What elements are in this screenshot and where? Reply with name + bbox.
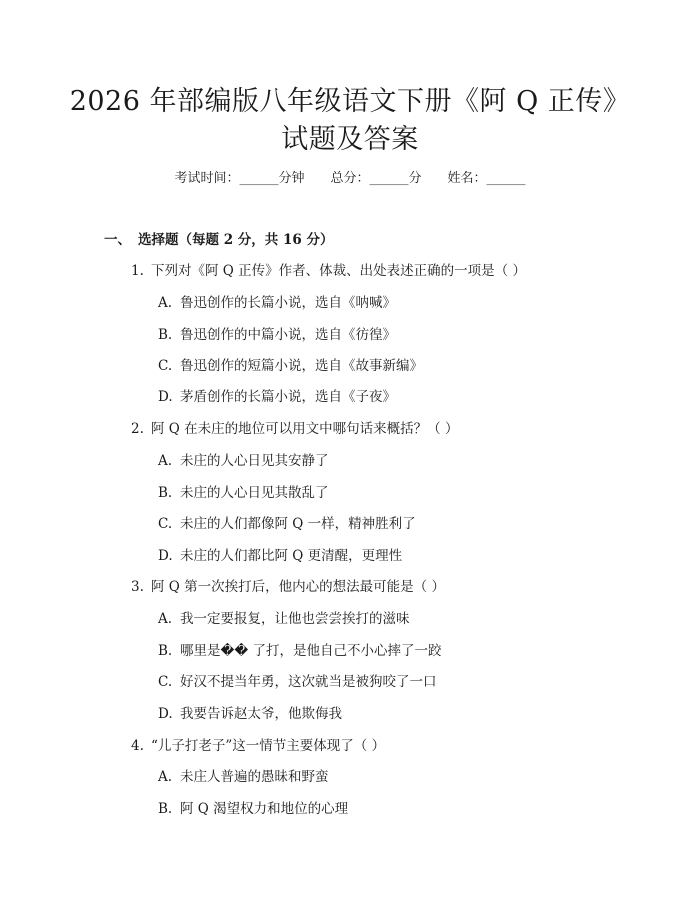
option-text: 未庄的人心日见其散乱了 [180, 485, 329, 501]
answer-option [158, 387, 396, 407]
answer-option [158, 799, 348, 819]
answer-option [158, 546, 402, 566]
section-number: 一、 [104, 232, 131, 248]
total-score-field: 总分：______分 [330, 171, 422, 186]
question-stem [131, 736, 385, 756]
option-text: 未庄人普遍的愚昧和野蛮 [180, 769, 329, 785]
exam-title: 2026 年部编版八年级语文下册《阿 Q 正传》 [69, 86, 631, 117]
option-text: 我一定要报复，让他也尝尝挨打的滋味 [180, 611, 410, 627]
option-text: 好汉不提当年勇，这次就当是被狗咬了一口 [180, 674, 437, 690]
answer-option [158, 672, 437, 692]
question-text: 下列对《阿 Q 正传》作者、体裁、出处表述正确的一项是（ ） [151, 263, 526, 279]
exam-info-line [0, 169, 700, 189]
option-letter: B. [158, 327, 173, 343]
answer-option [158, 514, 416, 534]
option-letter: A. [158, 295, 173, 311]
option-text: 鲁迅创作的长篇小说，选自《呐喊》 [180, 295, 396, 311]
option-text: 我要告诉赵太爷，他欺侮我 [180, 706, 342, 722]
answer-option [158, 356, 423, 376]
student-name-field: 姓名：______ [447, 171, 526, 186]
option-letter: B. [158, 643, 173, 659]
option-letter: D. [158, 548, 173, 564]
answer-option [158, 767, 329, 787]
section-title: 选择题（每题 2 分，共 16 分） [138, 232, 334, 248]
option-text: 未庄的人们都比阿 Q 更清醒，更理性 [180, 548, 403, 564]
question-number: 4. [131, 738, 144, 754]
option-letter: A. [158, 611, 173, 627]
answer-option [158, 293, 396, 313]
option-letter: A. [158, 453, 173, 469]
option-letter: C. [158, 358, 173, 374]
option-letter: D. [158, 389, 173, 405]
question-number: 2. [131, 421, 144, 437]
answer-option [158, 483, 329, 503]
question-stem [131, 261, 526, 281]
question-stem [131, 577, 445, 597]
option-text: 阿 Q 渴望权力和地位的心理 [180, 801, 349, 817]
question-text: “儿子打老子”这一情节主要体现了（ ） [151, 738, 386, 754]
exam-time-field: 考试时间：______分钟 [174, 171, 305, 186]
option-text: 茅盾创作的长篇小说，选自《子夜》 [180, 389, 396, 405]
answer-option [158, 325, 396, 345]
question-number: 3. [131, 579, 144, 595]
option-text: 鲁迅创作的短篇小说，选自《故事新编》 [180, 358, 423, 374]
exam-subtitle: 试题及答案 [281, 124, 419, 155]
option-letter: D. [158, 706, 173, 722]
option-letter: B. [158, 801, 173, 817]
option-letter: C. [158, 516, 173, 532]
option-letter: A. [158, 769, 173, 785]
answer-option [158, 609, 410, 629]
question-text: 阿 Q 第一次挨打后，他内心的想法最可能是（ ） [151, 579, 445, 595]
option-text: 哪里是�� 了打，是他自己不小心摔了一跤 [180, 643, 442, 659]
option-text: 未庄的人们都像阿 Q 一样，精神胜利了 [180, 516, 416, 532]
question-stem [131, 419, 458, 439]
question-text: 阿 Q 在未庄的地位可以用文中哪句话来概括？（ ） [151, 421, 459, 437]
section-heading [104, 230, 333, 250]
answer-option [158, 641, 441, 661]
option-letter: C. [158, 674, 173, 690]
option-letter: B. [158, 485, 173, 501]
option-text: 未庄的人心日见其安静了 [180, 453, 329, 469]
answer-option [158, 451, 329, 471]
question-number: 1. [131, 263, 144, 279]
option-text: 鲁迅创作的中篇小说，选自《彷徨》 [180, 327, 396, 343]
answer-option [158, 704, 342, 724]
